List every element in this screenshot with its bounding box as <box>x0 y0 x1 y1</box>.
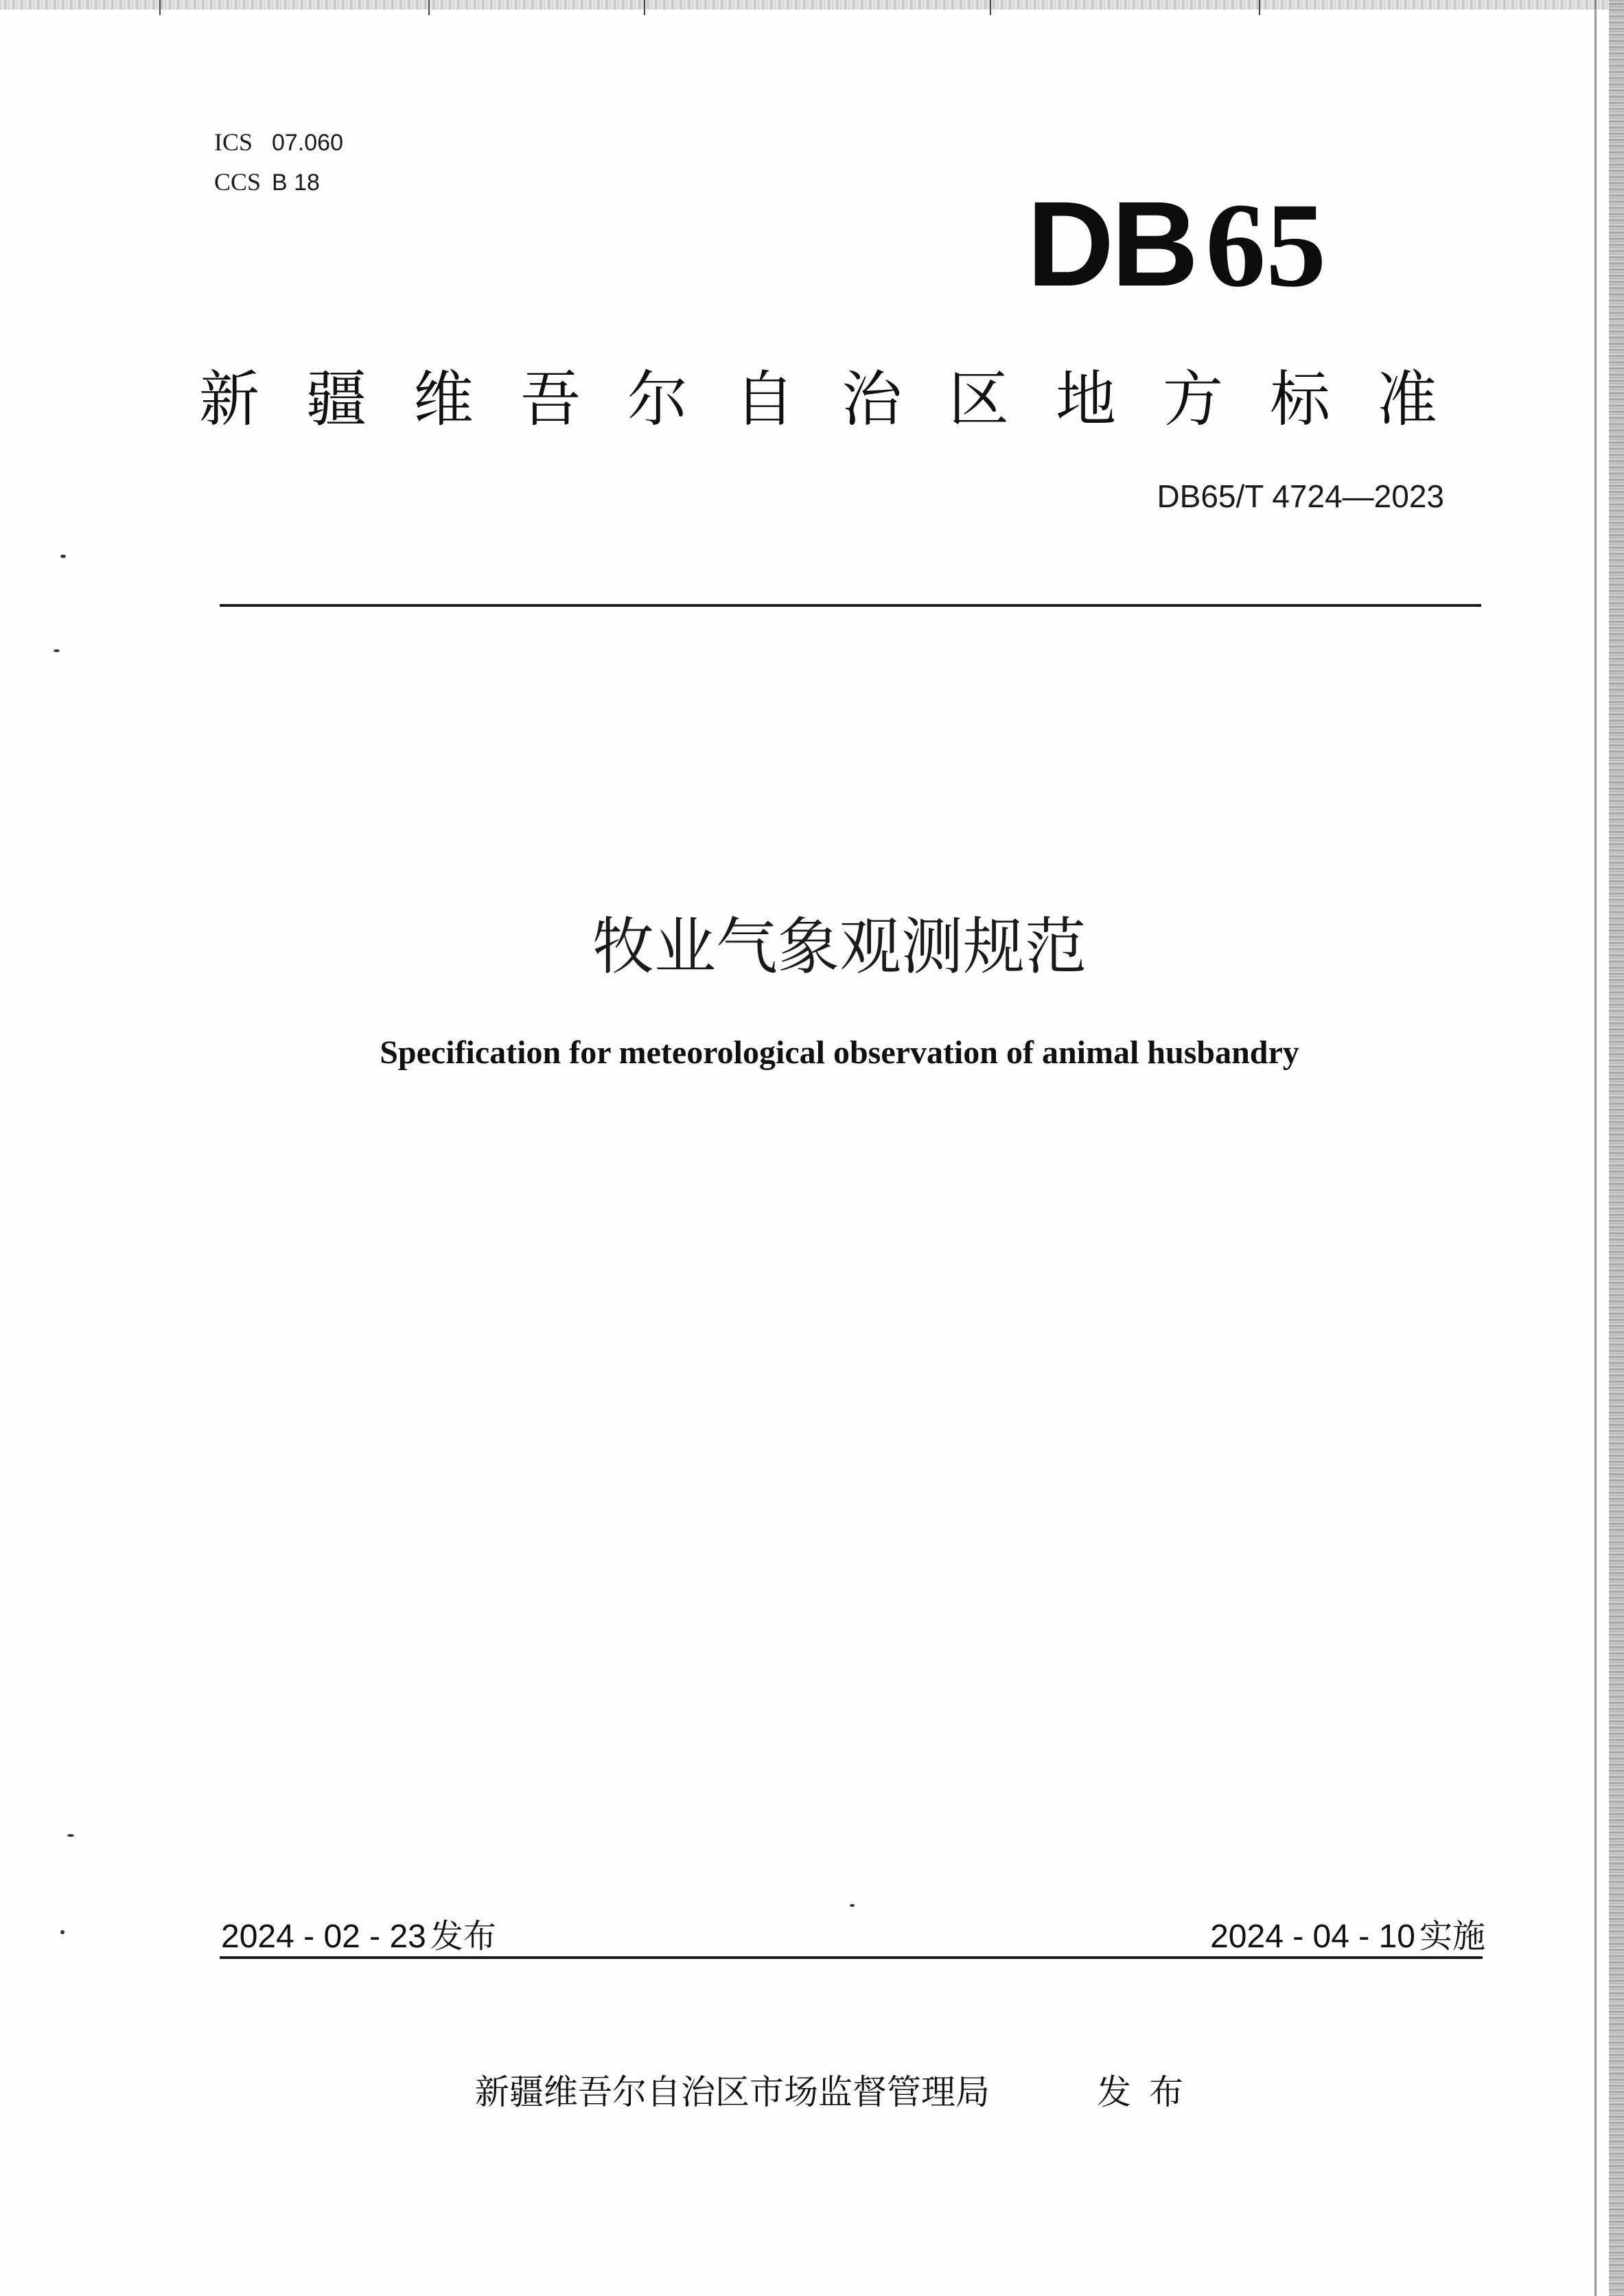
ccs-classification <box>214 167 320 196</box>
standard-title: 新疆维吾尔自治区地方标准 <box>199 364 1485 434</box>
scan-speck <box>850 1904 855 1907</box>
document-title-cn: 牧业气象观测规范 <box>592 911 1087 983</box>
implement-date-suffix: 实施 <box>1419 1917 1485 1956</box>
scan-speck <box>60 555 66 558</box>
ics-label: ICS <box>214 128 253 156</box>
document-title-en: Specification for meteorological observation of animal husbandry <box>380 1034 1299 1071</box>
scan-speck <box>54 649 60 652</box>
db-logo-number: 65 <box>1205 178 1327 312</box>
scan-speck <box>67 1834 74 1837</box>
ccs-value: B 18 <box>272 170 320 196</box>
publish-date-value: 2024 - 02 - 23 <box>221 1918 426 1955</box>
ics-classification <box>214 128 343 156</box>
scan-edge-line <box>1594 0 1597 2296</box>
scan-edge-right <box>1609 0 1624 2296</box>
scan-tick <box>644 0 645 15</box>
scan-speck <box>60 1930 65 1934</box>
ccs-label: CCS <box>214 168 262 196</box>
top-divider <box>220 604 1481 607</box>
publish-date <box>221 1910 496 1957</box>
standard-number: DB65/T 4724—2023 <box>1157 478 1444 514</box>
ics-value: 07.060 <box>272 130 343 156</box>
implement-date-value: 2024 - 04 - 10 <box>1210 1918 1415 1955</box>
scan-tick <box>428 0 430 15</box>
implement-date <box>1210 1910 1485 1957</box>
publisher-action: 发布 <box>1097 2072 1201 2112</box>
scan-edge-top <box>0 0 1624 10</box>
scan-tick <box>1259 0 1260 15</box>
db65-logo <box>1027 177 1327 312</box>
db-logo-prefix: DB <box>1027 177 1196 312</box>
scan-tick <box>990 0 991 15</box>
publisher-name: 新疆维吾尔自治区市场监督管理局 <box>475 2072 990 2112</box>
scan-tick <box>159 0 161 15</box>
publish-date-suffix: 发布 <box>430 1917 496 1956</box>
bottom-divider <box>220 1956 1483 1959</box>
